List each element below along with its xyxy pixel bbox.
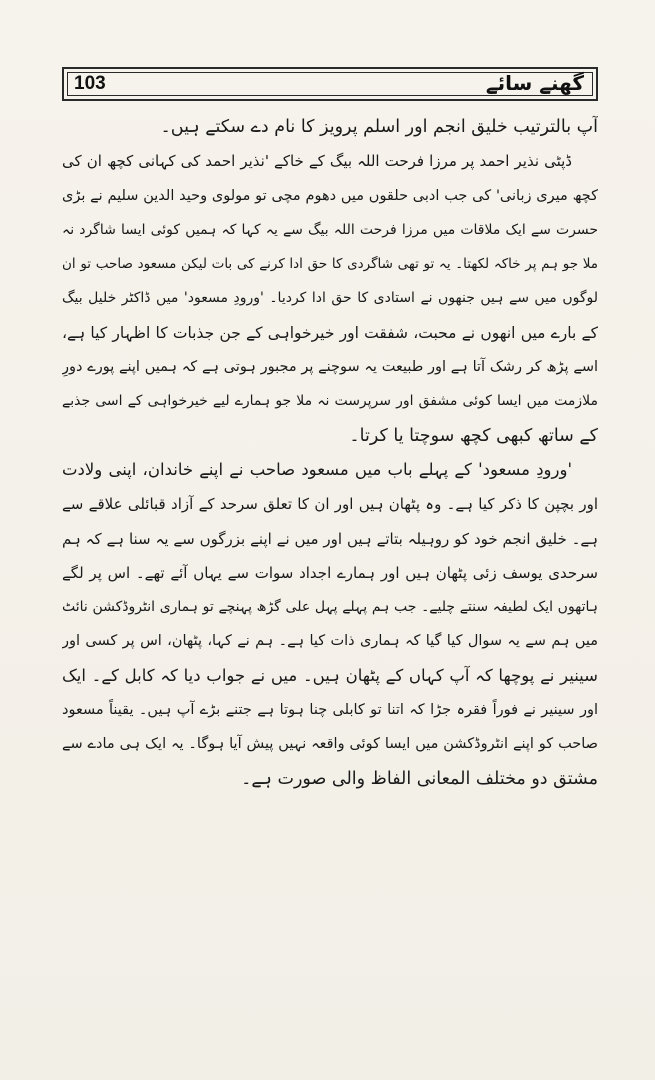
text-line: مشتق دو مختلف المعانی الفاظ والی صورت ہے۔ (241, 768, 598, 789)
text-line: سینیر نے پوچھا کہ آپ کہاں کے پٹھان ہیں۔ میں نے جواب دیا کہ کابل کے۔ ایک (62, 665, 598, 685)
text-line: ملا جو ہم پر خاکہ لکھتا۔ یہ تو تھی شاگردی کا حق ادا کرنے کی بات لیکن مسعود صاحب تو ان (62, 256, 598, 273)
text-line: اور بچپن کا ذکر کیا ہے۔ وہ پٹھان ہیں اور ان کا تعلق سرحد کے آزاد قبائلی علاقے سے (62, 495, 598, 514)
text-line: آپ بالترتیب خلیق انجم اور اسلم پرویز کا نام دے سکتے ہیں۔ (160, 117, 598, 137)
text-line: اور سینیر نے فوراً فقرہ جڑا کہ اتنا تو کابلی چنا ہوتا ہے جتنے بڑے آپ ہیں۔ یقیناً مسعود (62, 702, 598, 719)
text-line: کچھ میری زبانی' کی جب ادبی حلقوں میں دھوم مچی تو مولوی وحید الدین سلیم نے بڑی (62, 187, 598, 204)
text-line: سرحدی یوسف زئی پٹھان ہیں اور ہمارے اجداد سوات سے یہاں آئے تھے۔ اس پر لگے (62, 563, 598, 582)
text-line: 'ورودِ مسعود' کے پہلے باب میں مسعود صاحب نے اپنے خاندان، اپنی ولادت (62, 459, 572, 479)
text-line: کے ساتھ کبھی کچھ سوچتا یا کرتا۔ (349, 425, 598, 446)
text-line: ملازمت میں ایسا کوئی مشفق اور سرپرست نہ ملا جو ہمارے لیے خیرخواہی کے اسی جذبے (62, 393, 598, 410)
text-line: ہے۔ خلیق انجم خود کو روہیلہ بتاتے ہیں اور میں نے اپنے بزرگوں سے یہ سنا ہے کہ ہم (62, 529, 598, 548)
text-line: لوگوں میں سے ہیں جنھوں نے استادی کا حق ادا کردیا۔ 'ورودِ مسعود' میں ڈاکٹر خلیل بیگ (62, 290, 598, 307)
text-line: ڈپٹی نذیر احمد پر مرزا فرحت اللہ بیگ کے خاکے 'نذیر احمد کی کہانی کچھ ان کی (62, 152, 572, 171)
body-text (62, 110, 598, 796)
text-line: صاحب کو اپنے انٹروڈکشن میں ایسا کوئی واقعہ نہیں پیش آیا ہوگا۔ یہ ایک ہی مادے سے (62, 736, 598, 753)
text-line: ہاتھوں ایک لطیفہ سنتے چلیے۔ جب ہم پہلے پہل علی گڑھ پہنچے تو ہماری انٹروڈکشن نائٹ (62, 599, 598, 616)
text-line: کے بارے میں انھوں نے محبت، شفقت اور خیرخواہی کے جن جذبات کا اظہار کیا ہے، (62, 323, 598, 342)
page-number: 103 (74, 73, 106, 94)
text-line: میں ہم سے یہ سوال کیا گیا کہ ہماری ذات کیا ہے۔ ہم نے کہا، پٹھان، اس پر کسی اور (62, 633, 598, 650)
running-title: گھنے سائے (485, 71, 584, 95)
text-line: حسرت سے ایک ملاقات میں مرزا فرحت اللہ بیگ سے یہ کہا کہ ہمیں کوئی ایسا شاگرد نہ (62, 221, 598, 238)
page-header (62, 67, 598, 101)
text-line: اسے پڑھ کر رشک آتا ہے اور طبیعت یہ سوچنے پر مجبور ہوتی ہے کہ ہمیں اپنے پورے دورِ (62, 359, 598, 376)
